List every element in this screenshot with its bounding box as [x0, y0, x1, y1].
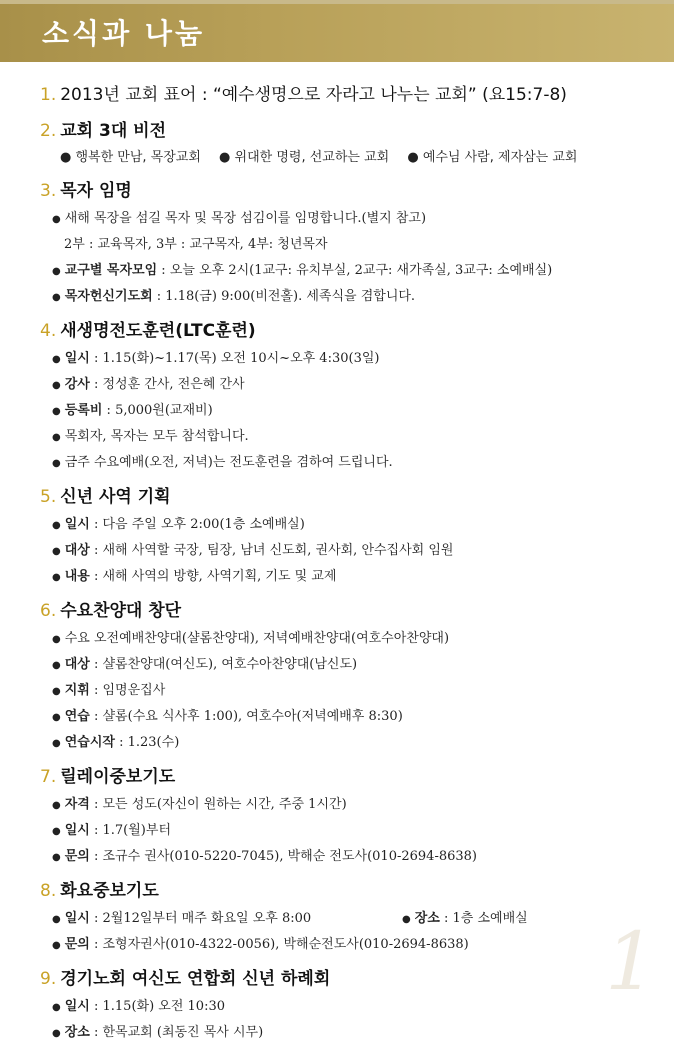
bullet-icon: ● [52, 738, 61, 749]
bullet-icon: ● [402, 914, 411, 925]
section-title: 목자 임명 [60, 181, 132, 201]
section-title: 새생명전도훈련(LTC훈련) [60, 321, 256, 341]
bullet-icon: ● [52, 354, 61, 365]
section-number: 4. [40, 321, 57, 341]
bullet-icon: ● [52, 940, 61, 951]
list-item: ● 일시 : 1.7(월)부터 [52, 823, 171, 838]
list-item: ● 대상 : 샬롬찬양대(여신도), 여호수아찬양대(남신도) [52, 657, 358, 672]
list-item: ● 문의 : 조규수 권사(010-5220-7045), 박해순 전도사(010-2694-8638) [52, 849, 477, 864]
bullet-icon: ● [52, 292, 61, 303]
list-item: ● 대상 : 새해 사역할 국장, 팀장, 남녀 신도회, 권사회, 안수집사회 임원 [52, 543, 454, 558]
section-number: 3. [40, 181, 57, 201]
section-3 [40, 176, 640, 310]
bullet-icon: ● [52, 458, 61, 469]
list-item: ● 금주 수요예배(오전, 저녁)는 전도훈련을 겸하여 드립니다. [52, 455, 393, 470]
bullet-icon: ● [52, 432, 61, 443]
page-number: 1 [605, 915, 656, 1008]
list-item: ● 일시 : 2월12일부터 매주 화요일 오후 8:00 ● 장소 : 1층 소예배실 [52, 911, 528, 926]
vision-item: ● 위대한 명령, 선교하는 교회 [219, 150, 390, 165]
bullet-icon: ● [52, 572, 61, 583]
list-item: ● 연습시작 : 1.23(수) [52, 735, 180, 750]
section-9 [40, 964, 640, 1046]
section-title: 경기노회 여신도 연합회 신년 하례회 [60, 969, 331, 989]
list-item: ● 내용 : 새해 사역의 방향, 사역기획, 기도 및 교제 [52, 569, 337, 584]
list-item: ● 연습 : 샬롬(수요 식사후 1:00), 여호수아(저녁예배후 8:30) [52, 709, 403, 724]
bullet-icon: ● [52, 852, 61, 863]
bullet-icon: ● [52, 660, 61, 671]
section-title: 교회 3대 비전 [60, 121, 167, 141]
list-item: ● 일시 : 1.15(화) 오전 10:30 [52, 999, 225, 1014]
bullet-icon: ● [52, 826, 61, 837]
section-number: 5. [40, 487, 57, 507]
section-2 [40, 116, 640, 170]
list-item: ● 문의 : 조형자권사(010-4322-0056), 박해순전도사(010-2694-8638) [52, 937, 469, 952]
bullet-icon: ● [52, 686, 61, 697]
bullet-icon: ● [52, 800, 61, 811]
bullet-icon: ● [52, 380, 61, 391]
section-6 [40, 596, 640, 756]
section-8 [40, 876, 640, 958]
vision-item: ● 예수님 사람, 제자삼는 교회 [407, 150, 578, 165]
bullet-icon: ● [52, 712, 61, 723]
bullet-icon: ● [52, 914, 61, 925]
section-1 [40, 80, 640, 110]
list-item: ● 일시 : 다음 주일 오후 2:00(1층 소예배실) [52, 517, 305, 532]
list-item: ● 자격 : 모든 성도(자신이 원하는 시간, 주중 1시간) [52, 797, 347, 812]
vision-list [40, 146, 640, 170]
list-item: ● 교구별 목자모임 : 오늘 오후 2시(1교구: 유치부실, 2교구: 새가족실, 3교구: 소예배실) [52, 263, 553, 278]
list-item: ● 일시 : 1.15(화)~1.17(목) 오전 10시~오후 4:30(3일) [52, 351, 380, 366]
section-title: 릴레이중보기도 [60, 767, 176, 787]
list-item: ● 목자헌신기도회 : 1.18(금) 9:00(비전홀). 세족식을 겸합니다. [52, 289, 416, 304]
section-4 [40, 316, 640, 476]
bullet-icon: ● [52, 406, 61, 417]
section-number: 7. [40, 767, 57, 787]
news-content [40, 80, 640, 1052]
bullet-icon: ● [52, 634, 61, 645]
list-item: ● 장소 : 한목교회 (최동진 목사 시무) [52, 1025, 264, 1040]
list-item: ● 강사 : 정성훈 간사, 전은혜 간사 [52, 377, 245, 392]
bullet-icon: ● [52, 214, 61, 225]
list-item: ● 새해 목장을 섬길 목자 및 목장 섬김이를 임명합니다.(별지 참고) [52, 211, 427, 226]
section-number: 9. [40, 969, 57, 989]
section-title: 신년 사역 기획 [60, 487, 171, 507]
list-item: ● 지휘 : 임명운집사 [52, 683, 166, 698]
bullet-icon: ● [52, 266, 61, 277]
section-7 [40, 762, 640, 870]
section-title: 2013년 교회 표어 : “예수생명으로 자라고 나누는 교회” (요15:7-8) [60, 85, 567, 105]
bullet-icon: ● [52, 546, 61, 557]
section-5 [40, 482, 640, 590]
vision-item: ● 행복한 만남, 목장교회 [60, 150, 201, 165]
section-number: 1. [40, 85, 57, 105]
page-title: 소식과 나눔 [42, 17, 205, 50]
list-item-continuation: 2부 : 교육목자, 3부 : 교구목자, 4부: 청년목자 [64, 237, 328, 252]
section-number: 8. [40, 881, 57, 901]
bullet-icon: ● [52, 520, 61, 531]
bullet-icon: ● [52, 1002, 61, 1013]
list-item: ● 등록비 : 5,000원(교재비) [52, 403, 213, 418]
section-title: 화요중보기도 [60, 881, 159, 901]
page-header [0, 4, 674, 62]
list-item: ● 수요 오전예배찬양대(샬롬찬양대), 저녁예배찬양대(여호수아찬양대) [52, 631, 450, 646]
section-number: 6. [40, 601, 57, 621]
list-item: ● 목회자, 목자는 모두 참석합니다. [52, 429, 249, 444]
section-number: 2. [40, 121, 57, 141]
bullet-icon: ● [52, 1028, 61, 1039]
section-title: 수요찬양대 창단 [60, 601, 182, 621]
